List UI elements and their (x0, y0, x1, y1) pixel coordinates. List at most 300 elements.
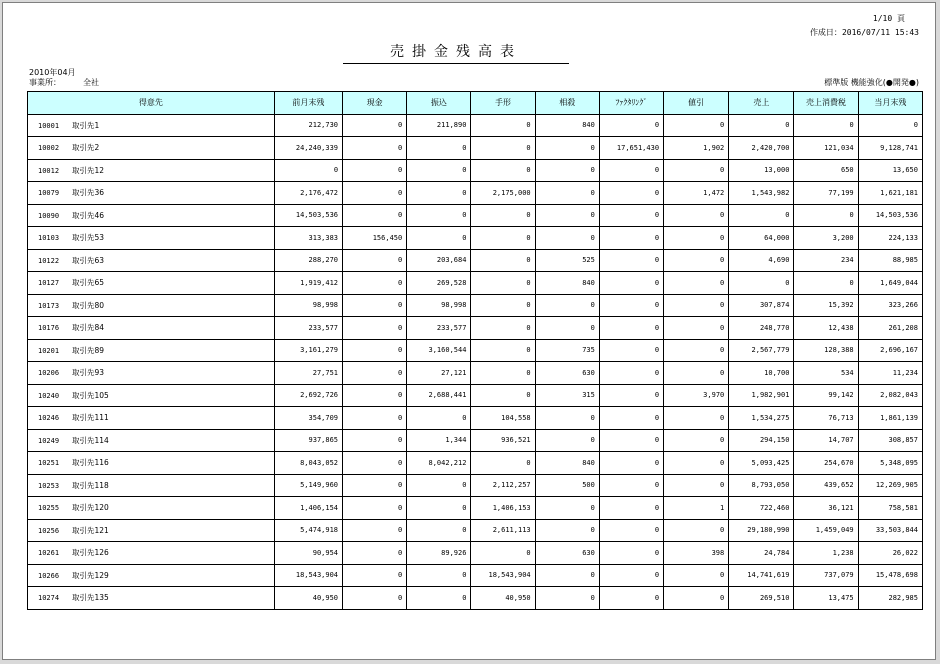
amount-cell: 12,438 (794, 317, 858, 340)
amount-cell: 0 (599, 519, 663, 542)
amount-cell: 261,208 (858, 317, 922, 340)
amount-cell: 3,200 (794, 227, 858, 250)
page-number: 1/10 頁 (872, 14, 905, 23)
customer-code: 10261 (38, 549, 60, 558)
amount-cell: 0 (343, 407, 407, 430)
customer-name: 取引先12 (72, 165, 105, 175)
amount-cell: 77,199 (794, 182, 858, 205)
amount-cell: 3,970 (664, 384, 729, 407)
amount-cell: 0 (407, 587, 471, 610)
amount-cell: 0 (407, 474, 471, 497)
amount-cell: 0 (599, 339, 663, 362)
table-row (28, 159, 923, 182)
amount-cell: 0 (343, 542, 407, 565)
amount-cell: 0 (599, 587, 663, 610)
amount-cell: 98,998 (274, 294, 342, 317)
amount-cell: 0 (343, 362, 407, 385)
amount-cell: 0 (471, 249, 535, 272)
amount-cell: 722,460 (729, 497, 794, 520)
amount-cell: 98,998 (407, 294, 471, 317)
amount-cell: 90,954 (274, 542, 342, 565)
customer-name: 取引先63 (72, 255, 105, 265)
amount-cell: 1,543,982 (729, 182, 794, 205)
amount-cell: 2,112,257 (471, 474, 535, 497)
amount-cell: 0 (535, 159, 599, 182)
amount-cell: 0 (471, 362, 535, 385)
amount-cell: 0 (471, 272, 535, 295)
amount-cell: 18,543,904 (471, 564, 535, 587)
table-row (28, 137, 923, 160)
customer-cell (28, 587, 275, 610)
amount-cell: 0 (343, 587, 407, 610)
amount-cell: 15,478,698 (858, 564, 922, 587)
amount-cell: 234 (794, 249, 858, 272)
customer-name: 取引先65 (72, 278, 105, 288)
amount-cell: 0 (407, 137, 471, 160)
amount-cell: 27,751 (274, 362, 342, 385)
table-row (28, 294, 923, 317)
amount-cell: 308,857 (858, 429, 922, 452)
receivables-table (27, 91, 923, 610)
customer-code: 10274 (38, 594, 60, 603)
customer-name: 取引先93 (72, 368, 105, 378)
customer-name: 取引先46 (72, 210, 105, 220)
amount-cell: 0 (535, 294, 599, 317)
amount-cell: 2,176,472 (274, 182, 342, 205)
amount-cell: 315 (535, 384, 599, 407)
amount-cell: 13,650 (858, 159, 922, 182)
amount-cell: 294,150 (729, 429, 794, 452)
amount-cell: 354,709 (274, 407, 342, 430)
amount-cell: 0 (599, 564, 663, 587)
amount-cell: 0 (343, 474, 407, 497)
amount-cell: 5,149,960 (274, 474, 342, 497)
customer-name: 取引先80 (72, 300, 105, 310)
customer-cell (28, 362, 275, 385)
customer-code: 10251 (38, 459, 60, 468)
customer-name: 取引先135 (72, 593, 109, 603)
table-row (28, 227, 923, 250)
amount-cell: 0 (664, 159, 729, 182)
customer-cell (28, 114, 275, 137)
amount-cell: 33,503,844 (858, 519, 922, 542)
amount-cell: 0 (343, 317, 407, 340)
amount-cell: 1,982,901 (729, 384, 794, 407)
customer-code: 10001 (38, 121, 60, 130)
amount-cell: 500 (535, 474, 599, 497)
amount-cell: 1,919,412 (274, 272, 342, 295)
amount-cell: 534 (794, 362, 858, 385)
customer-name: 取引先120 (72, 503, 109, 513)
customer-cell (28, 227, 275, 250)
amount-cell: 0 (343, 429, 407, 452)
amount-cell: 0 (664, 474, 729, 497)
amount-cell: 0 (599, 362, 663, 385)
table-row (28, 519, 923, 542)
amount-cell: 4,690 (729, 249, 794, 272)
amount-cell: 1,902 (664, 137, 729, 160)
amount-cell: 0 (599, 249, 663, 272)
customer-name: 取引先121 (72, 525, 109, 535)
amount-cell: 0 (343, 452, 407, 475)
customer-code: 10201 (38, 346, 60, 355)
created-date (810, 27, 919, 38)
amount-cell: 937,865 (274, 429, 342, 452)
office-label: 事業所： (29, 78, 61, 87)
customer-cell (28, 452, 275, 475)
customer-cell (28, 317, 275, 340)
amount-cell: 735 (535, 339, 599, 362)
customer-cell (28, 564, 275, 587)
customer-code: 10206 (38, 369, 60, 378)
amount-cell: 0 (599, 542, 663, 565)
customer-name: 取引先84 (72, 323, 105, 333)
amount-cell: 128,388 (794, 339, 858, 362)
amount-cell: 0 (664, 429, 729, 452)
amount-cell: 0 (274, 159, 342, 182)
customer-code: 10079 (38, 189, 60, 198)
amount-cell: 0 (343, 384, 407, 407)
table-row (28, 429, 923, 452)
amount-cell: 0 (535, 182, 599, 205)
amount-cell: 269,528 (407, 272, 471, 295)
amount-cell: 15,392 (794, 294, 858, 317)
amount-cell: 0 (664, 294, 729, 317)
amount-cell: 0 (343, 137, 407, 160)
amount-cell: 0 (599, 114, 663, 137)
amount-cell: 8,042,212 (407, 452, 471, 475)
customer-code: 10266 (38, 571, 60, 580)
office-info (29, 77, 99, 88)
customer-name: 取引先114 (72, 435, 109, 445)
amount-cell: 323,266 (858, 294, 922, 317)
amount-cell: 121,034 (794, 137, 858, 160)
customer-name: 取引先2 (72, 143, 100, 153)
office-value: 全社 (83, 78, 99, 87)
amount-cell: 269,510 (729, 587, 794, 610)
table-row (28, 474, 923, 497)
table-row (28, 384, 923, 407)
amount-cell: 1,861,139 (858, 407, 922, 430)
customer-name: 取引先116 (72, 458, 109, 468)
amount-cell: 0 (343, 564, 407, 587)
amount-cell: 29,180,990 (729, 519, 794, 542)
report-title: 売掛金残高表 (343, 41, 569, 64)
amount-cell: 0 (535, 497, 599, 520)
amount-cell: 0 (664, 362, 729, 385)
amount-cell: 0 (664, 272, 729, 295)
amount-cell: 36,121 (794, 497, 858, 520)
column-header: 振込 (407, 92, 471, 115)
customer-code: 10255 (38, 504, 60, 513)
amount-cell: 26,022 (858, 542, 922, 565)
amount-cell: 0 (343, 272, 407, 295)
amount-cell: 0 (664, 564, 729, 587)
amount-cell: 14,707 (794, 429, 858, 452)
amount-cell: 8,043,052 (274, 452, 342, 475)
amount-cell: 0 (407, 227, 471, 250)
amount-cell: 1,472 (664, 182, 729, 205)
amount-cell: 1,621,181 (858, 182, 922, 205)
amount-cell: 0 (471, 384, 535, 407)
amount-cell: 288,270 (274, 249, 342, 272)
amount-cell: 0 (664, 114, 729, 137)
customer-cell (28, 339, 275, 362)
amount-cell: 0 (407, 159, 471, 182)
amount-cell: 0 (794, 114, 858, 137)
table-row (28, 249, 923, 272)
amount-cell: 0 (535, 407, 599, 430)
table-row (28, 542, 923, 565)
amount-cell: 212,730 (274, 114, 342, 137)
table-row (28, 497, 923, 520)
amount-cell: 76,713 (794, 407, 858, 430)
amount-cell: 0 (599, 384, 663, 407)
amount-cell: 0 (664, 407, 729, 430)
customer-code: 10256 (38, 526, 60, 535)
amount-cell: 0 (729, 114, 794, 137)
amount-cell: 0 (407, 204, 471, 227)
amount-cell: 0 (535, 227, 599, 250)
customer-cell (28, 407, 275, 430)
amount-cell: 40,950 (471, 587, 535, 610)
amount-cell: 224,133 (858, 227, 922, 250)
table-row (28, 339, 923, 362)
customer-cell (28, 497, 275, 520)
customer-name: 取引先126 (72, 548, 109, 558)
amount-cell: 2,692,726 (274, 384, 342, 407)
column-header: ﾌｧｸﾀﾘﾝｸﾞ (599, 92, 663, 115)
amount-cell: 0 (471, 452, 535, 475)
amount-cell: 0 (599, 474, 663, 497)
amount-cell: 936,521 (471, 429, 535, 452)
amount-cell: 17,651,430 (599, 137, 663, 160)
amount-cell: 0 (471, 339, 535, 362)
amount-cell: 3,161,279 (274, 339, 342, 362)
amount-cell: 0 (794, 272, 858, 295)
amount-cell: 0 (471, 542, 535, 565)
amount-cell: 12,269,905 (858, 474, 922, 497)
customer-cell (28, 519, 275, 542)
amount-cell: 630 (535, 542, 599, 565)
amount-cell: 0 (535, 519, 599, 542)
report-sheet (2, 2, 936, 660)
amount-cell: 203,684 (407, 249, 471, 272)
amount-cell: 2,567,779 (729, 339, 794, 362)
amount-cell: 1,406,153 (471, 497, 535, 520)
table-row (28, 317, 923, 340)
amount-cell: 840 (535, 114, 599, 137)
amount-cell: 0 (599, 497, 663, 520)
amount-cell: 0 (858, 114, 922, 137)
amount-cell: 0 (535, 429, 599, 452)
amount-cell: 0 (599, 452, 663, 475)
customer-cell (28, 204, 275, 227)
table-row (28, 362, 923, 385)
amount-cell: 3,160,544 (407, 339, 471, 362)
amount-cell: 14,503,536 (858, 204, 922, 227)
amount-cell: 13,475 (794, 587, 858, 610)
amount-cell: 0 (794, 204, 858, 227)
column-header: 売上 (729, 92, 794, 115)
customer-code: 10103 (38, 234, 60, 243)
amount-cell: 211,890 (407, 114, 471, 137)
customer-name: 取引先129 (72, 570, 109, 580)
amount-cell: 2,688,441 (407, 384, 471, 407)
amount-cell: 2,611,113 (471, 519, 535, 542)
amount-cell: 0 (599, 317, 663, 340)
amount-cell: 0 (599, 429, 663, 452)
table-row (28, 204, 923, 227)
customer-cell (28, 474, 275, 497)
amount-cell: 0 (535, 564, 599, 587)
amount-cell: 0 (599, 159, 663, 182)
customer-code: 10012 (38, 166, 60, 175)
amount-cell: 758,581 (858, 497, 922, 520)
amount-cell: 0 (343, 204, 407, 227)
amount-cell: 0 (599, 272, 663, 295)
amount-cell: 13,000 (729, 159, 794, 182)
amount-cell: 840 (535, 272, 599, 295)
customer-code: 10176 (38, 324, 60, 333)
amount-cell: 0 (599, 407, 663, 430)
customer-cell (28, 294, 275, 317)
column-header: 現金 (343, 92, 407, 115)
amount-cell: 0 (407, 407, 471, 430)
amount-cell: 0 (471, 137, 535, 160)
table-row (28, 114, 923, 137)
customer-code: 10249 (38, 436, 60, 445)
amount-cell: 0 (664, 452, 729, 475)
customer-code: 10253 (38, 481, 60, 490)
customer-cell (28, 159, 275, 182)
amount-cell: 0 (535, 137, 599, 160)
created-label: 作成日： (809, 28, 842, 37)
amount-cell: 313,383 (274, 227, 342, 250)
amount-cell: 1,459,049 (794, 519, 858, 542)
amount-cell: 0 (599, 182, 663, 205)
amount-cell: 11,234 (858, 362, 922, 385)
amount-cell: 650 (794, 159, 858, 182)
amount-cell: 0 (599, 227, 663, 250)
table-row (28, 564, 923, 587)
customer-name: 取引先36 (72, 188, 105, 198)
customer-code: 10122 (38, 256, 60, 265)
edition-label: 標準版 機能強化(●開発●) (824, 78, 919, 87)
amount-cell: 14,503,536 (274, 204, 342, 227)
amount-cell: 1,344 (407, 429, 471, 452)
amount-cell: 0 (664, 519, 729, 542)
amount-cell: 248,770 (729, 317, 794, 340)
amount-cell: 0 (664, 227, 729, 250)
amount-cell: 0 (535, 204, 599, 227)
customer-name: 取引先53 (72, 233, 105, 243)
amount-cell: 104,558 (471, 407, 535, 430)
amount-cell: 0 (343, 497, 407, 520)
customer-name: 取引先111 (72, 413, 109, 423)
column-header: 手形 (471, 92, 535, 115)
amount-cell: 0 (343, 182, 407, 205)
customer-cell (28, 137, 275, 160)
amount-cell: 0 (407, 497, 471, 520)
column-header: 前月末残 (274, 92, 342, 115)
table-row (28, 182, 923, 205)
customer-cell (28, 272, 275, 295)
table-row (28, 407, 923, 430)
amount-cell: 1 (664, 497, 729, 520)
column-header: 得意先 (28, 92, 275, 115)
amount-cell: 0 (343, 519, 407, 542)
customer-code: 10127 (38, 279, 60, 288)
amount-cell: 282,985 (858, 587, 922, 610)
column-header: 値引 (664, 92, 729, 115)
report-period: 2010年04月 (29, 68, 76, 77)
amount-cell: 0 (471, 317, 535, 340)
customer-name: 取引先89 (72, 345, 105, 355)
customer-name: 取引先1 (72, 120, 100, 130)
amount-cell: 40,950 (274, 587, 342, 610)
amount-cell: 840 (535, 452, 599, 475)
customer-code: 10240 (38, 391, 60, 400)
amount-cell: 233,577 (274, 317, 342, 340)
amount-cell: 233,577 (407, 317, 471, 340)
amount-cell: 0 (471, 294, 535, 317)
amount-cell: 24,784 (729, 542, 794, 565)
amount-cell: 0 (343, 339, 407, 362)
table-row (28, 272, 923, 295)
amount-cell: 0 (599, 294, 663, 317)
customer-name: 取引先105 (72, 390, 109, 400)
customer-cell (28, 182, 275, 205)
table-header-row (28, 92, 923, 115)
amount-cell: 0 (599, 204, 663, 227)
amount-cell: 0 (664, 587, 729, 610)
amount-cell: 0 (535, 317, 599, 340)
amount-cell: 0 (343, 294, 407, 317)
table-row (28, 587, 923, 610)
amount-cell: 88,985 (858, 249, 922, 272)
customer-cell (28, 384, 275, 407)
amount-cell: 0 (729, 272, 794, 295)
amount-cell: 0 (664, 339, 729, 362)
customer-cell (28, 249, 275, 272)
column-header: 売上消費税 (794, 92, 858, 115)
amount-cell: 1,649,044 (858, 272, 922, 295)
amount-cell: 9,128,741 (858, 137, 922, 160)
amount-cell: 27,121 (407, 362, 471, 385)
amount-cell: 8,793,050 (729, 474, 794, 497)
amount-cell: 64,000 (729, 227, 794, 250)
amount-cell: 525 (535, 249, 599, 272)
customer-cell (28, 429, 275, 452)
amount-cell: 737,079 (794, 564, 858, 587)
amount-cell: 0 (664, 204, 729, 227)
column-header: 相殺 (535, 92, 599, 115)
amount-cell: 398 (664, 542, 729, 565)
amount-cell: 0 (664, 249, 729, 272)
amount-cell: 2,696,167 (858, 339, 922, 362)
customer-name: 取引先118 (72, 480, 109, 490)
amount-cell: 0 (471, 159, 535, 182)
amount-cell: 89,926 (407, 542, 471, 565)
amount-cell: 2,420,700 (729, 137, 794, 160)
amount-cell: 5,348,095 (858, 452, 922, 475)
amount-cell: 307,874 (729, 294, 794, 317)
customer-cell (28, 542, 275, 565)
amount-cell: 0 (407, 519, 471, 542)
amount-cell: 2,082,043 (858, 384, 922, 407)
amount-cell: 0 (407, 182, 471, 205)
